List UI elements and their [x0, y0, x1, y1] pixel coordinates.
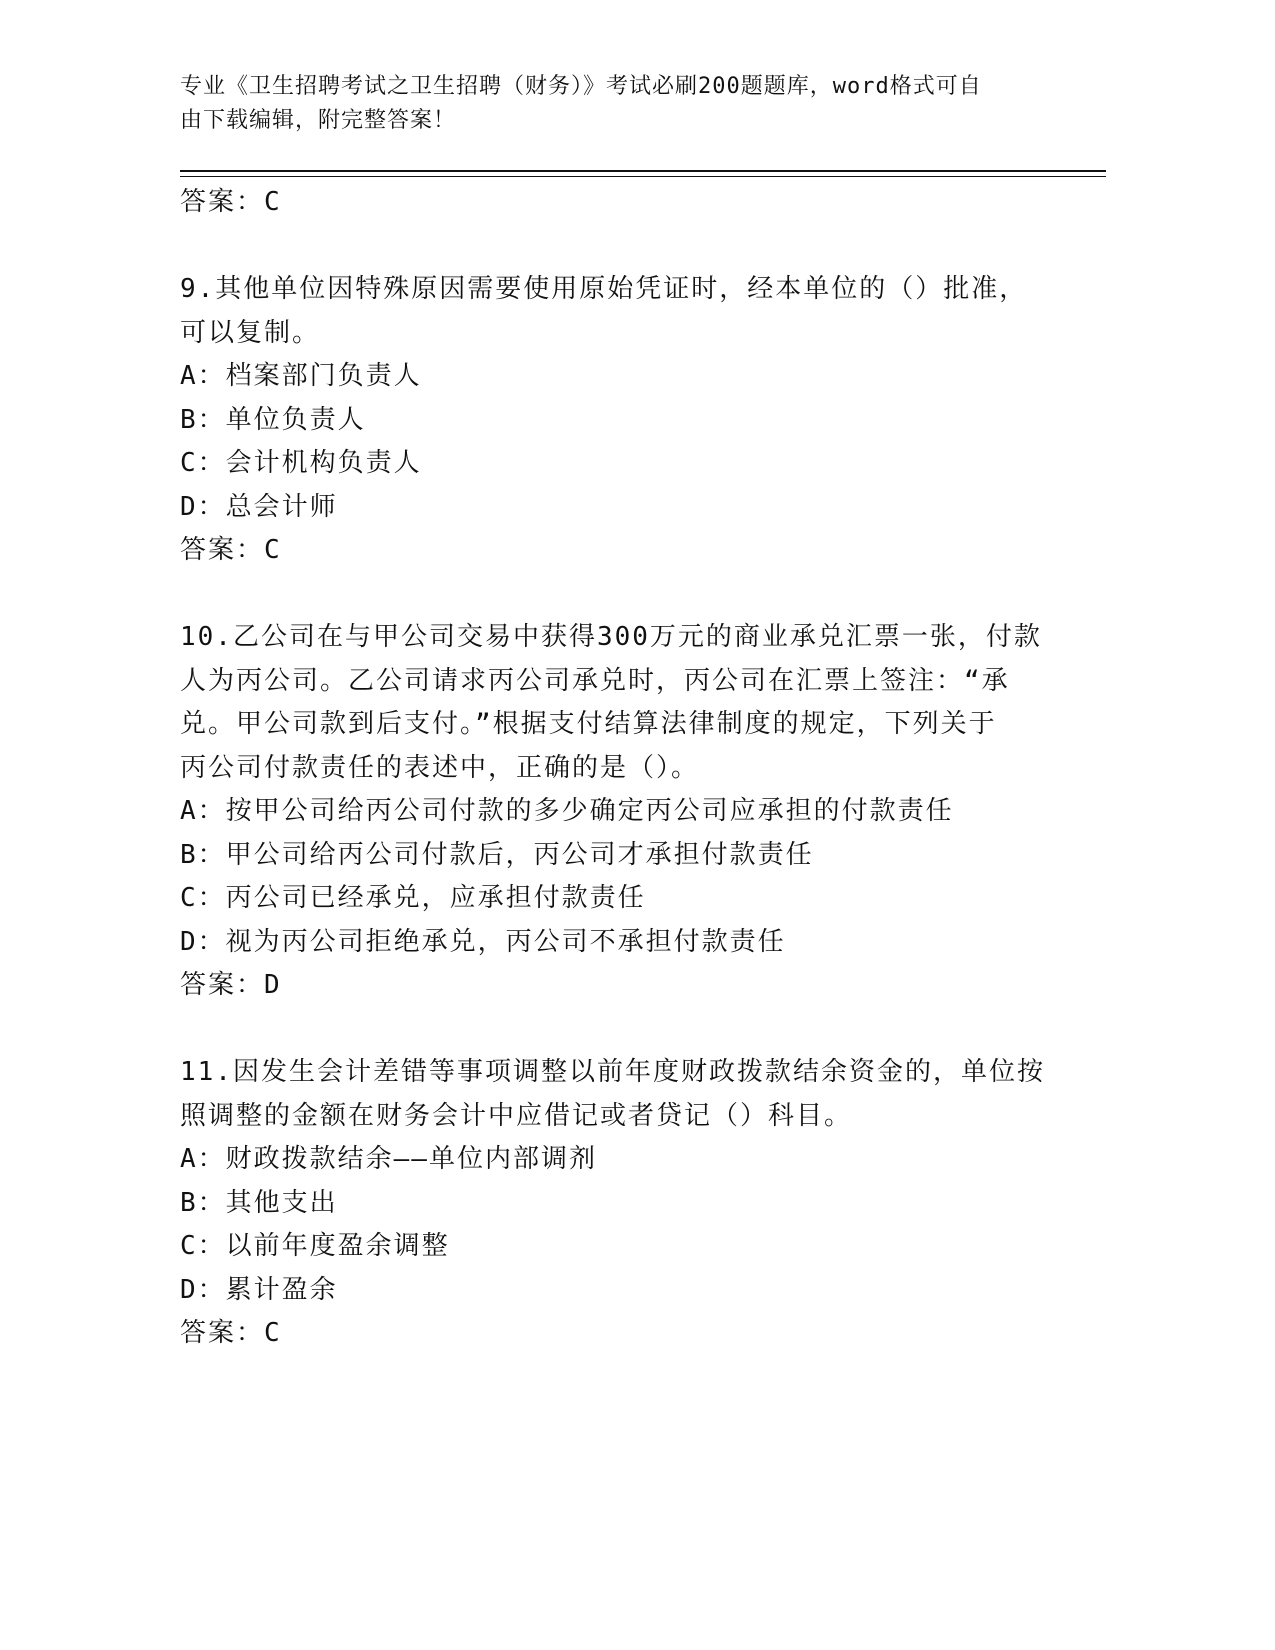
option-c: C：丙公司已经承兑，应承担付款责任 [180, 883, 646, 913]
header-line: 由下载编辑，附完整答案！ [180, 108, 457, 133]
answer-value: C [264, 1318, 282, 1348]
answer-label: 答案： [180, 187, 265, 217]
option-b: B：其他支出 [180, 1187, 338, 1218]
header-divider [180, 170, 1106, 172]
answer-value: D [264, 970, 282, 1000]
previous-answer [180, 181, 1060, 225]
question-stem: 可以复制。 [180, 317, 321, 348]
page-header [180, 70, 1040, 138]
question-block [180, 268, 1060, 573]
answer-label: 答案： [180, 970, 265, 1000]
question-stem: 9.其他单位因特殊原因需要使用原始凭证时，经本单位的（）批准， [180, 274, 1028, 304]
spacer [180, 573, 1060, 617]
answer-value: C [264, 535, 282, 565]
option-b: B：甲公司给丙公司付款后，丙公司才承担付款责任 [180, 839, 814, 870]
option-b: B：单位负责人 [180, 404, 366, 435]
answer-value: C [264, 187, 282, 217]
question-answer [180, 964, 1060, 1008]
question-block [180, 616, 1060, 1008]
option-d: D：视为丙公司拒绝承兑，丙公司不承担付款责任 [180, 926, 786, 957]
option-a: A：财政拨款结余——单位内部调剂 [180, 1144, 597, 1174]
question-stem: 丙公司付款责任的表述中，正确的是（）。 [180, 752, 700, 783]
answer-label: 答案： [180, 535, 265, 565]
question-answer [180, 1312, 1060, 1356]
question-block [180, 1051, 1060, 1356]
question-list [180, 181, 1060, 1356]
option-a: A：档案部门负责人 [180, 361, 422, 391]
option-c: C：会计机构负责人 [180, 448, 422, 478]
question-stem: 11.因发生会计差错等事项调整以前年度财政拨款结余资金的，单位按 [180, 1057, 1045, 1087]
question-stem: 照调整的金额在财务会计中应借记或者贷记（）科目。 [180, 1100, 853, 1131]
question-stem: 兑。甲公司款到后支付。”根据支付结算法律制度的规定，下列关于 [180, 709, 997, 739]
question-stem: 10.乙公司在与甲公司交易中获得300万元的商业承兑汇票一张，付款 [180, 622, 1042, 652]
option-d: D：总会计师 [180, 491, 338, 522]
spacer [180, 225, 1060, 269]
header-divider-thin [180, 176, 1106, 177]
spacer [180, 1008, 1060, 1052]
header-line: 专业《卫生招聘考试之卫生招聘（财务）》考试必刷200题题库，word格式可自 [180, 74, 982, 99]
option-c: C：以前年度盈余调整 [180, 1231, 450, 1261]
option-d: D：累计盈余 [180, 1274, 338, 1305]
answer-label: 答案： [180, 1318, 265, 1348]
question-stem: 人为丙公司。乙公司请求丙公司承兑时，丙公司在汇票上签注：“承 [180, 665, 1010, 696]
option-a: A：按甲公司给丙公司付款的多少确定丙公司应承担的付款责任 [180, 796, 954, 826]
question-answer [180, 529, 1060, 573]
